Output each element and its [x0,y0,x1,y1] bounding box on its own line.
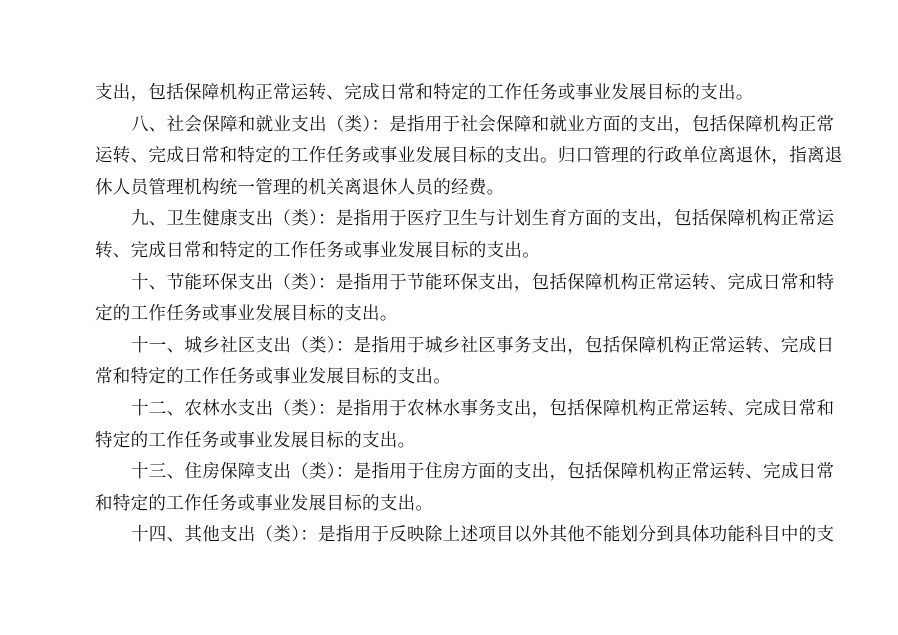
text-line: 特定的工作任务或事业发展目标的支出。 [95,430,416,451]
document-body [95,78,843,552]
text-line: 十四、其他支出（类）：是指用于反映除上述项目以外其他不能划分到具体功能科目中的支 [131,525,835,546]
text-line: 常和特定的工作任务或事业发展目标的支出。 [95,367,451,388]
text-line: 定的工作任务或事业发展目标的支出。 [95,304,398,325]
text-line: 十三、住房保障支出（类）：是指用于住房方面的支出，包括保障机构正常运转、完成日常 [131,462,835,483]
text-line: 运转、完成日常和特定的工作任务或事业发展目标的支出。归口管理的行政单位离退休，指离退 [95,146,843,167]
text-line: 十二、农林水支出（类）：是指用于农林水事务支出，包括保障机构正常运转、完成日常和 [131,398,835,419]
text-line: 和特定的工作任务或事业发展目标的支出。 [95,493,434,514]
text-line: 转、完成日常和特定的工作任务或事业发展目标的支出。 [95,240,540,261]
text-line: 支出，包括保障机构正常运转、完成日常和特定的工作任务或事业发展目标的支出。 [95,83,754,103]
text-line: 十一、城乡社区支出（类）：是指用于城乡社区事务支出，包括保障机构正常运转、完成日 [131,335,835,356]
text-line: 八、社会保障和就业支出（类）：是指用于社会保障和就业方面的支出，包括保障机构正常 [131,114,835,135]
text-line: 九、卫生健康支出（类）：是指用于医疗卫生与计划生育方面的支出，包括保障机构正常运 [131,209,835,230]
text-line: 休人员管理机构统一管理的机关离退休人员的经费。 [95,177,505,198]
text-line: 十、节能环保支出（类）：是指用于节能环保支出，包括保障机构正常运转、完成日常和特 [131,272,835,293]
